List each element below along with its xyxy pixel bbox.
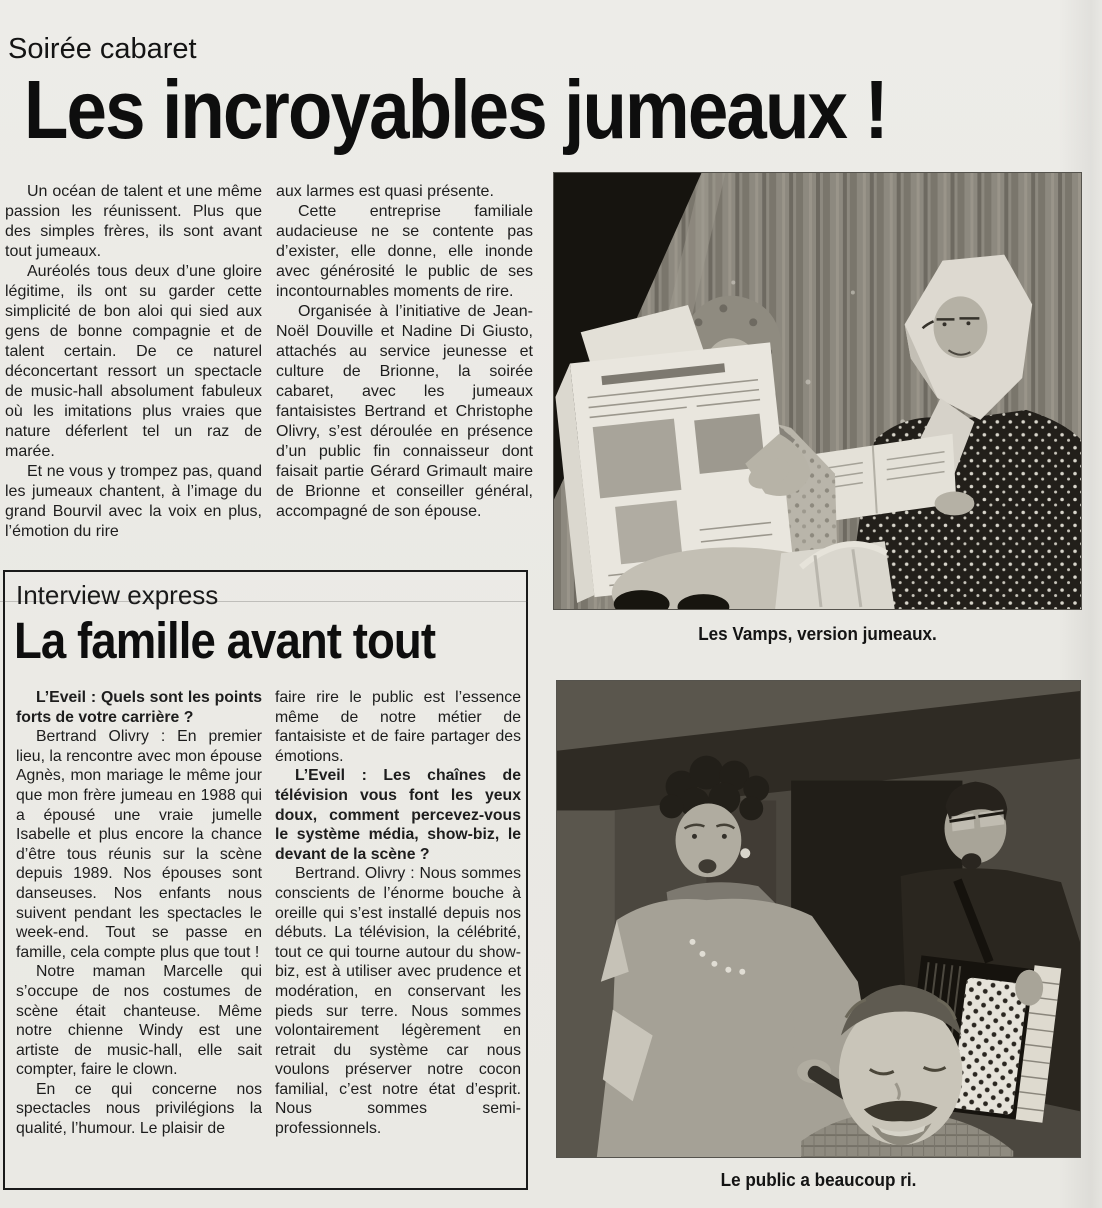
article-kicker: Soirée cabaret [8, 33, 197, 65]
photo1-caption: Les Vamps, version jumeaux. [698, 624, 937, 644]
article-headline: Les incroyables jumeaux ! [24, 63, 887, 156]
singing-mouth [961, 853, 981, 869]
interview-column-1 [16, 688, 262, 1139]
photo-les-vamps [553, 172, 1082, 610]
face [839, 1002, 963, 1145]
question-paragraph: L’Eveil : Quels sont les points forts de votre carrière ? [16, 689, 262, 726]
earring [740, 848, 750, 858]
photo-public [556, 680, 1081, 1158]
question-paragraph: L’Eveil : Les chaînes de télévision vous font les yeux doux, comment percevez-vous le système média, show-biz, le devant de la scène ? [275, 767, 521, 863]
interview-headline: La famille avant tout [14, 613, 436, 670]
interview-kicker: Interview express [16, 580, 219, 610]
paragraph: Un océan de talent et une même passion les réunissent. Plus que des simples frères, ils sont avant tout jumeaux. [5, 183, 262, 260]
interview-column-2 [275, 688, 521, 1139]
paragraph: Et ne vous y trompez pas, quand les jumeaux chantent, à l’image du grand Bourvil avec la voix en plus, l’émotion du rire [5, 463, 262, 540]
paragraph: Organisée à l’initiative de Jean-Noël Douville et Nadine Di Giusto, attachés au service jeunesse et culture de Brionne, la soirée cabaret, avec les jumeaux fantaisistes Bertrand et Christophe Olivry, s’est déroulée en présence d’un public fin connaisseur dont faisait partie Gérard Grimault maire de Brionne et conseiller général, accompagné de son épouse. [276, 303, 533, 520]
answer-paragraph: Notre maman Marcelle qui s’occupe de nos costumes de scène était chanteuse. Même notre chienne Windy est une artiste de music-hall, elle sait compter, faire le clown. [16, 963, 262, 1079]
paragraph: Cette entreprise familiale audacieuse ne se contente pas d’exister, elle donne, elle inonde avec générosité le public de ses incontournables moments de rire. [276, 203, 533, 300]
open-mouth [698, 859, 716, 873]
answer-paragraph: faire rire le public est l’essence même de notre métier de fantaisiste et de faire partager des émotions. [275, 689, 521, 765]
hand [1015, 970, 1043, 1006]
answer-paragraph: Bertrand. Olivry : Nous sommes conscients de l’énorme bouche à oreille qui s’est installé depuis nos débuts. La télévision, la célébrité, tout ce qui tourne autour du show-biz, est à utiliser avec prudence et modération, en conservant les pieds sur terre. Nous sommes volontairement légèrement en retrait du système car nous voulons préserver notre cocon familial, c’est notre état d’esprit. Nous sommes semi-professionnels. [275, 865, 521, 1138]
face [934, 296, 988, 358]
photo-public-illustration [557, 681, 1080, 1157]
paragraph: aux larmes est quasi présente. [276, 183, 494, 200]
hand [935, 492, 975, 516]
answer-paragraph: Bertrand Olivry : En premier lieu, la rencontre avec mon épouse Agnès, mon mariage le même jour que mon frère jumeau en 1988 qui a épousé une vraie jumelle Isabelle et plus encore la chance d’être tous réunis sur la scène depuis 1989. Nos épouses sont danseuses. Nos enfants nous suivent pendant les spectacles le week-end. Tout se passe en famille, cela compte plus que tout ! [16, 728, 262, 961]
article-column-2 [276, 182, 533, 522]
paragraph: Auréolés tous deux d’une gloire légitime, ils ont su garder cette simplicité de bon aloi qui sied aux gens de bonne compagnie et de talent certain. De ce naturel déconcertant ressort un spectacle de music-hall absolument fabuleux où les imitations plus vraies que nature déferlent tel un raz de marée. [5, 263, 262, 460]
photo-les-vamps-illustration [554, 173, 1081, 609]
article-column-1 [5, 182, 262, 542]
answer-paragraph: En ce qui concerne nos spectacles nous privilégions la qualité, l’humour. Le plaisir de [16, 1080, 262, 1138]
photo2-caption: Le public a beaucoup ri. [720, 1170, 917, 1190]
